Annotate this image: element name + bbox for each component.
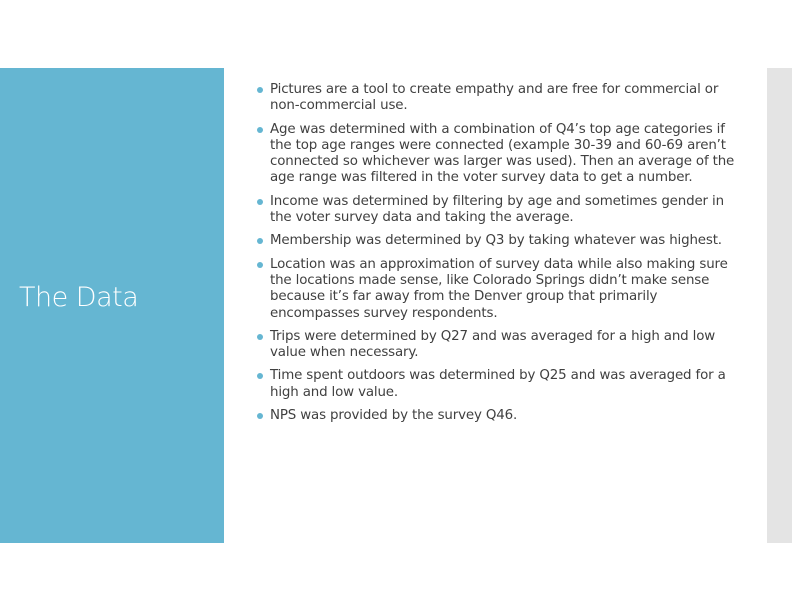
bullet-dot-icon bbox=[257, 238, 263, 244]
bullet-item bbox=[257, 368, 735, 401]
bullet-dot-icon bbox=[257, 413, 263, 419]
bullet-text: Membership was determined by Q3 by taking whatever was highest. bbox=[270, 233, 722, 249]
bullet-item bbox=[257, 257, 735, 322]
bullet-list bbox=[257, 82, 735, 424]
bullet-dot-icon bbox=[257, 87, 263, 93]
slide-title: The Data bbox=[19, 282, 139, 313]
bullet-text: Location was an approximation of survey data while also making sure the locations made sense, like Colorado Springs didn’t make sense because it’s far away from the Denver group that primarily encompasses survey respondents. bbox=[270, 256, 728, 321]
bullet-text: Income was determined by filtering by age and sometimes gender in the voter survey data and taking the average. bbox=[270, 193, 724, 226]
bullet-dot-icon bbox=[257, 334, 263, 340]
side-strip bbox=[767, 68, 792, 543]
bullet-text: Trips were determined by Q27 and was averaged for a high and low value when necessary. bbox=[270, 328, 716, 361]
bullet-item bbox=[257, 194, 735, 227]
bullet-item bbox=[257, 122, 735, 187]
bullet-dot-icon bbox=[257, 199, 263, 205]
content-area bbox=[257, 82, 735, 431]
bullet-item bbox=[257, 233, 735, 249]
bullet-text: Pictures are a tool to create empathy and are free for commercial or non-commercial use. bbox=[270, 82, 719, 114]
bullet-text: Age was determined with a combination of Q4’s top age categories if the top age ranges were connected (example 30-39 and 60-69 aren’t connected so whichever was larger was used). Then an average of the age range was filtered in the voter survey data to get a number. bbox=[270, 121, 735, 186]
bullet-item bbox=[257, 408, 735, 424]
bullet-item bbox=[257, 82, 735, 115]
bullet-dot-icon bbox=[257, 127, 263, 133]
bullet-text: NPS was provided by the survey Q46. bbox=[270, 408, 518, 424]
bullet-item bbox=[257, 329, 735, 362]
bullet-text: Time spent outdoors was determined by Q25 and was averaged for a high and low value. bbox=[270, 368, 726, 400]
bullet-dot-icon bbox=[257, 373, 263, 379]
bullet-dot-icon bbox=[257, 262, 263, 268]
